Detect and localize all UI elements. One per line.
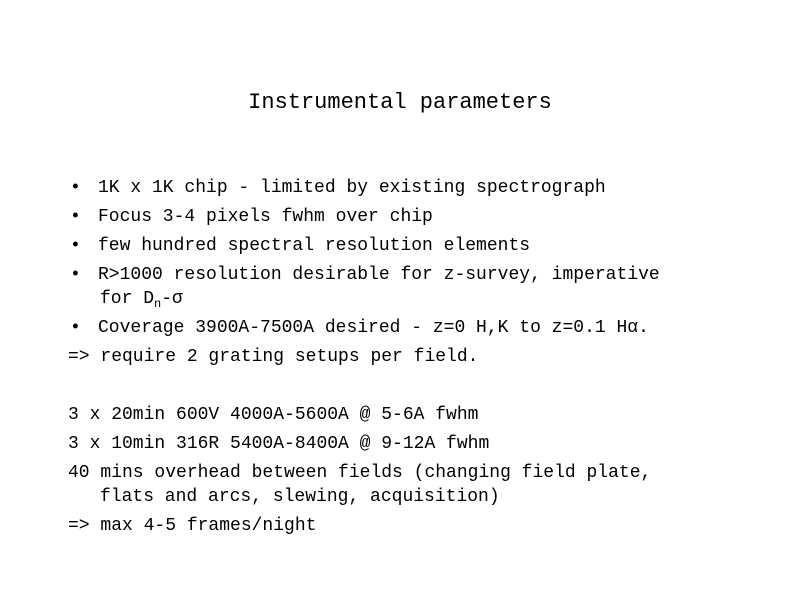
bullet-item-resolution-continuation [100, 289, 183, 309]
overhead-line: 40 mins overhead between fields (changing field plate, [68, 463, 652, 483]
bullet-item-focus: Focus 3-4 pixels fwhm over chip [98, 207, 433, 227]
bullet-marker: • [70, 178, 81, 198]
setup-line-316r: 3 x 10min 316R 5400A-8400A @ 9-12A fwhm [68, 434, 490, 454]
conclusion-line: => max 4-5 frames/night [68, 516, 317, 536]
dn-prefix: for D [100, 289, 155, 309]
sigma-suffix: -σ [161, 289, 183, 309]
overhead-continuation: flats and arcs, slewing, acquisition) [100, 487, 500, 507]
page-title: Instrumental parameters [248, 90, 552, 115]
bullet-marker: • [70, 318, 81, 338]
bullet-item-coverage: Coverage 3900A-7500A desired - z=0 H,K to z=0.1 Hα. [98, 318, 649, 338]
setup-line-600v: 3 x 20min 600V 4000A-5600A @ 5-6A fwhm [68, 405, 479, 425]
bullet-item-resolution-elements: few hundred spectral resolution elements [98, 236, 531, 256]
bullet-item-resolution-desirable: R>1000 resolution desirable for z-survey, imperative [98, 265, 660, 285]
bullet-marker: • [70, 265, 81, 285]
bullet-marker: • [70, 236, 81, 256]
dn-subscript: n [154, 297, 162, 311]
bullet-marker: • [70, 207, 81, 227]
requirement-line: => require 2 grating setups per field. [68, 347, 479, 367]
bullet-item-chip: 1K x 1K chip - limited by existing spectrograph [98, 178, 606, 198]
